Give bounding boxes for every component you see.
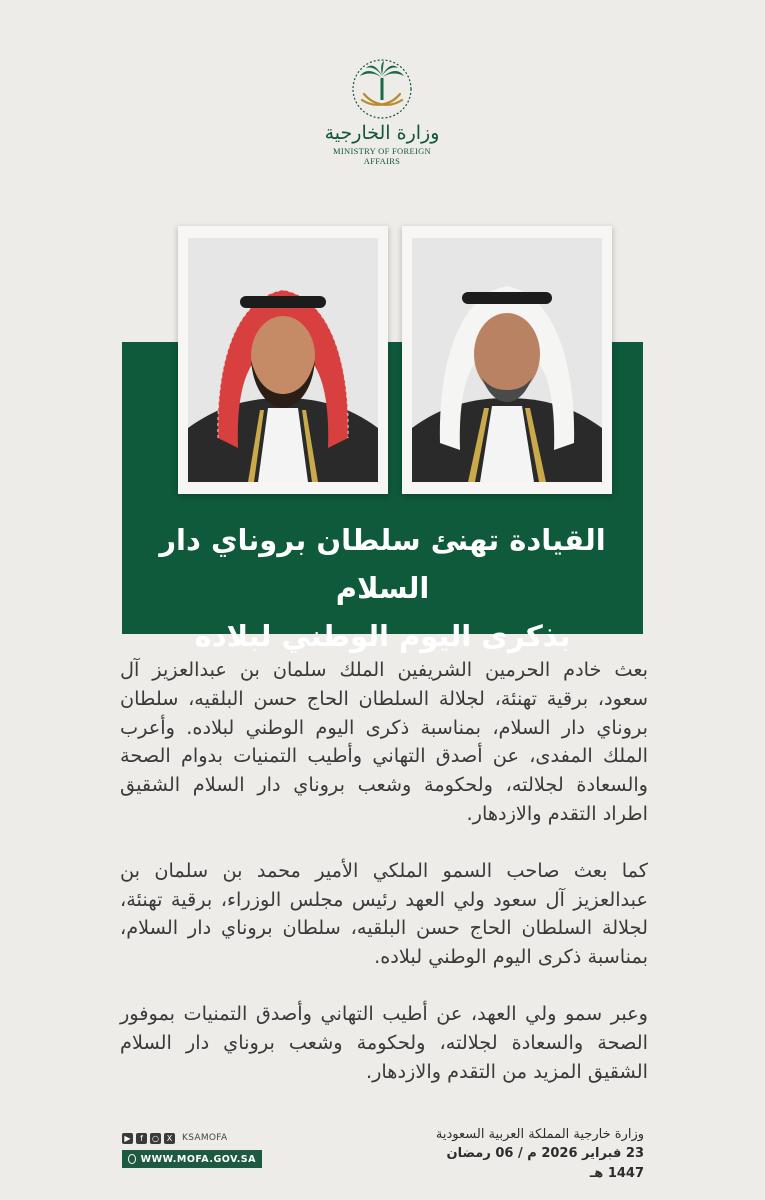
footer-social	[122, 1130, 262, 1168]
paragraph-1: بعث خادم الحرمين الشريفين الملك سلمان بن عبدالعزيز آل سعود، برقية تهنئة، لجلالة السلطان الحاج حسن البلقيه، سلطان بروناي دار السلام، بمناسبة ذكرى اليوم الوطني لبلاده. وأعرب الملك المفدى، عن أصدق التهاني وأطيب التمنيات بدوام الصحة والسعادة لجلالته، ولحكومة وشعب بروناي دار السلام الشقيق اطراد التقدم والازدهار.	[120, 658, 648, 825]
facebook-icon[interactable]: f	[136, 1133, 147, 1144]
social-handle[interactable]: KSAMOFA	[182, 1133, 228, 1143]
king-portrait-card	[402, 226, 612, 494]
headline	[122, 516, 643, 660]
website-link[interactable]	[122, 1150, 262, 1168]
paragraph-3: وعبر سمو ولي العهد، عن أطيب التهاني وأصدق التمنيات بموفور الصحة والسعادة لجلالته، ولحكومة وشعب بروناي دار السلام الشقيق المزيد من التقدم والازدهار.	[120, 1001, 648, 1083]
website-url[interactable]: WWW.MOFA.GOV.SA	[140, 1153, 256, 1165]
footer-date: 23 فبراير 2026 م / 06 رمضان 1447 هـ	[446, 1146, 644, 1181]
footer-ministry-info	[420, 1126, 644, 1184]
x-icon[interactable]: X	[164, 1133, 175, 1144]
article-body	[120, 656, 648, 1114]
logo-arabic-name: وزارة الخارجية	[324, 122, 440, 144]
headline-line2: بذكرى اليوم الوطني لبلاده	[194, 619, 571, 653]
globe-icon	[128, 1154, 136, 1164]
paragraph-2: كما بعث صاحب السمو الملكي الأمير محمد بن سلمان بن عبدالعزيز آل سعود ولي العهد رئيس مجلس الوزراء، برقية تهنئة، لجلالة السلطان الحاج حسن البلقيه، سلطان بروناي دار السلام، بمناسبة ذكرى اليوم الوطني لبلاده.	[120, 858, 648, 969]
instagram-icon[interactable]: ○	[150, 1133, 161, 1144]
footer-ministry-name: وزارة خارجية المملكة العربية السعودية	[435, 1127, 644, 1142]
crown-prince-portrait	[188, 238, 378, 482]
youtube-icon[interactable]: ▶	[122, 1133, 133, 1144]
king-portrait	[412, 238, 602, 482]
logo-english-name: MINISTRY OF FOREIGN AFFAIRS	[333, 146, 431, 166]
headline-line1: القيادة تهنئ سلطان بروناي دار السلام	[159, 523, 606, 605]
ministry-logo	[322, 58, 442, 170]
crown-prince-portrait-card	[178, 226, 388, 494]
palm-swords-emblem-icon	[350, 58, 414, 120]
